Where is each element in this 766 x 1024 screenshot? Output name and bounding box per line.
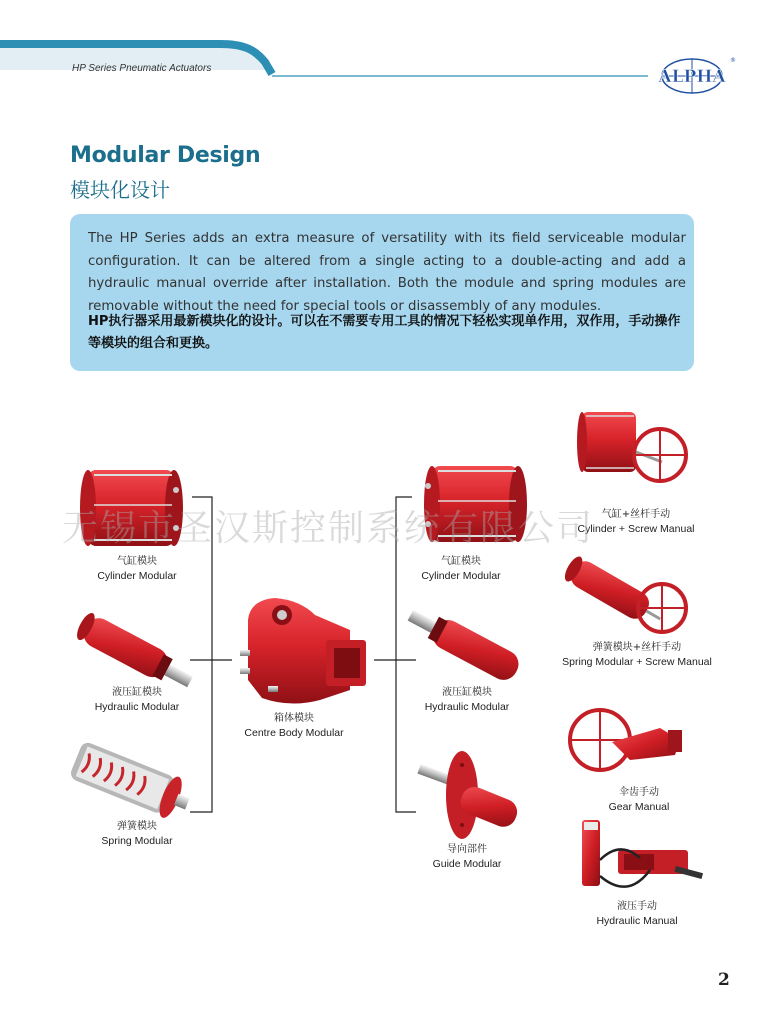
label-cn: 气缸+丝杆手动 bbox=[601, 509, 671, 520]
centre-body-module-label bbox=[236, 712, 352, 740]
guide-module-label bbox=[412, 843, 522, 871]
label-cn: 箱体模块 bbox=[274, 713, 314, 724]
label-en: Guide Modular bbox=[432, 858, 502, 870]
label-cn: 气缸模块 bbox=[117, 556, 157, 567]
label-en: Cylinder Modular bbox=[421, 570, 501, 582]
label-en: Spring Modular + Screw Manual bbox=[562, 656, 712, 668]
spring-module-left-image bbox=[68, 739, 196, 825]
centre-body-module-image bbox=[240, 598, 366, 704]
page-number: 2 bbox=[718, 970, 730, 990]
cylinder-module-right-label bbox=[406, 555, 516, 583]
module-illustrations bbox=[0, 395, 766, 945]
label-en: Cylinder + Screw Manual bbox=[577, 523, 695, 535]
hydraulic-manual-label bbox=[580, 900, 694, 928]
hydraulic-module-right-image bbox=[403, 602, 523, 685]
alpha-logo bbox=[648, 56, 736, 96]
label-en: Spring Modular bbox=[101, 835, 173, 847]
gear-manual-image bbox=[570, 710, 682, 770]
svg-text:®: ® bbox=[730, 57, 736, 64]
cylinder-module-left-label bbox=[82, 555, 192, 583]
guide-module-image bbox=[417, 751, 521, 839]
hydraulic-module-right-label bbox=[402, 686, 532, 714]
label-cn: 液压缸模块 bbox=[442, 687, 492, 698]
label-en: Centre Body Modular bbox=[244, 727, 344, 739]
spring-module-left-label bbox=[82, 820, 192, 848]
hydraulic-module-left-label bbox=[72, 686, 202, 714]
gear-manual-label bbox=[584, 786, 694, 814]
label-cn: 伞齿手动 bbox=[619, 787, 659, 798]
hydraulic-manual-image bbox=[582, 820, 703, 887]
header-series-title: HP Series Pneumatic Actuators bbox=[72, 63, 212, 74]
label-en: Hydraulic Manual bbox=[596, 915, 678, 927]
label-cn: 液压手动 bbox=[617, 901, 657, 912]
label-cn: 气缸模块 bbox=[441, 556, 481, 567]
hydraulic-module-left-image bbox=[74, 610, 198, 695]
svg-text:ALPHA: ALPHA bbox=[658, 67, 726, 87]
watermark-text: 无锡市圣汉斯控制系统有限公司 bbox=[62, 508, 595, 549]
spring-screw-wheel-image bbox=[638, 584, 686, 632]
label-cn: 弹簧模块+丝杆手动 bbox=[592, 642, 682, 653]
page-title-chinese: 模块化设计 bbox=[70, 178, 170, 202]
label-cn: 液压缸模块 bbox=[112, 687, 162, 698]
intro-text-chinese: HP执行器采用最新模块化的设计。可以在不需要专用工具的情况下轻松实现单作用，双作用，手动操作等模块的组合和更换。 bbox=[88, 314, 681, 351]
intro-text-english: The HP Series adds an extra measure of versatility with its field serviceable modular configuration. It can be altered from a single acting to a double-acting and add a hydraulic manual override after installation. Both the module and spring modules are removable without the need for special tools or disassembly of any modules. bbox=[88, 231, 686, 314]
label-cn: 导向部件 bbox=[447, 844, 487, 855]
spring-screw-manual-label bbox=[552, 641, 722, 669]
label-en: Cylinder Modular bbox=[97, 570, 177, 582]
label-en: Hydraulic Modular bbox=[94, 701, 180, 713]
page-title: Modular Design bbox=[70, 143, 261, 168]
label-en: Hydraulic Modular bbox=[424, 701, 510, 713]
label-cn: 弹簧模块 bbox=[117, 821, 157, 832]
label-en: Gear Manual bbox=[608, 801, 670, 813]
cylinder-screw-manual-image bbox=[577, 412, 686, 481]
spring-screw-manual-image bbox=[561, 554, 667, 631]
